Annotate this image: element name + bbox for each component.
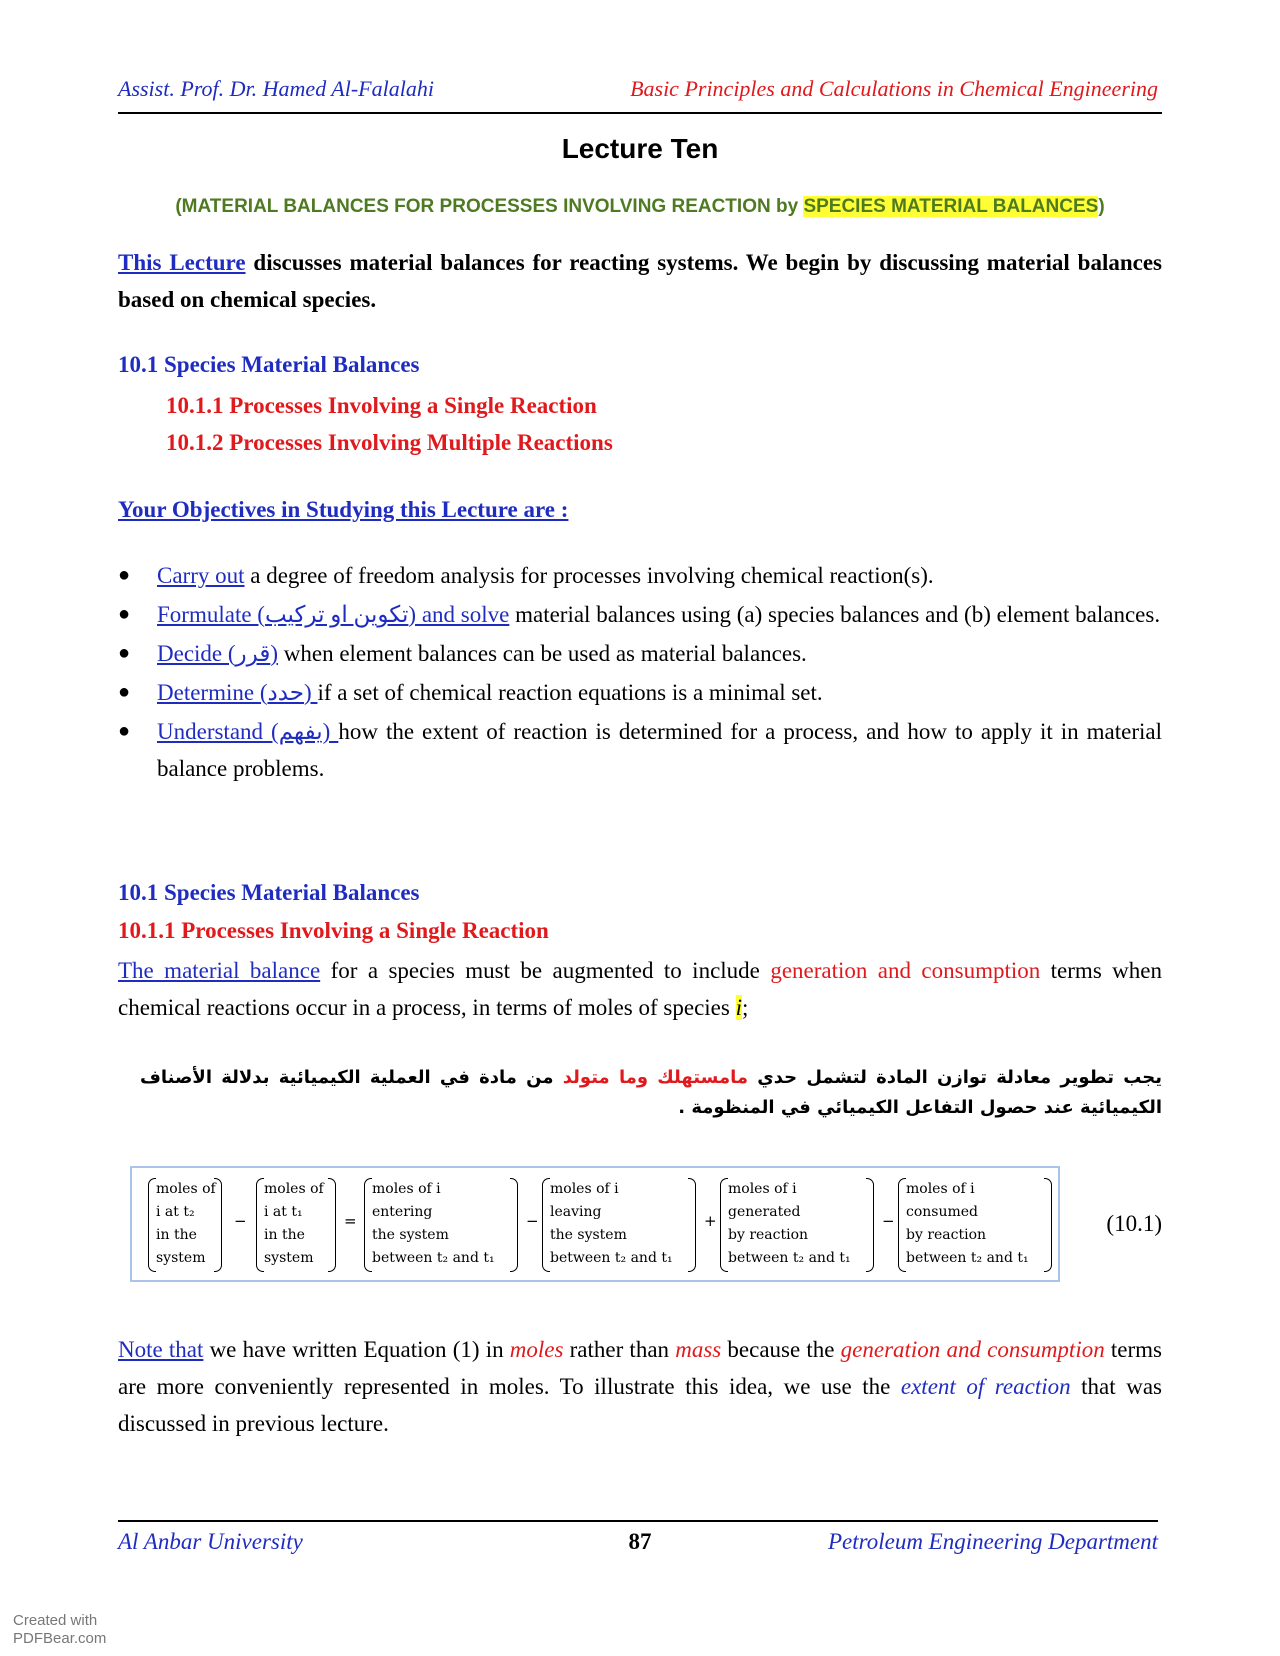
section-heading: 10.1 Species Material Balances [118, 880, 420, 905]
term-line: moles of i [550, 1181, 619, 1197]
note-paragraph [118, 1331, 1162, 1442]
term-line: by reaction [728, 1227, 809, 1243]
bullet-icon: ● [118, 564, 131, 586]
bullet-icon: ● [118, 642, 131, 664]
note-text: that was discussed in previous lecture. [118, 1374, 1162, 1436]
objective-text: if a set of chemical reaction equations is a minimal set. [317, 680, 823, 705]
page-subtitle [0, 196, 1280, 218]
term-line: i at t₁ [264, 1204, 303, 1220]
equation-term [542, 1178, 696, 1272]
page-title: Lecture Ten [561, 133, 719, 164]
bullet-icon: ● [118, 681, 131, 703]
arabic-text: من مادة في العملية الكيميائية بدلالة الأصناف الكيميائية عند حصول التفاعل الكيميائي في المنظومة . [140, 1067, 1162, 1118]
term-line: between t₂ and t₁ [728, 1250, 851, 1266]
term-line: system [264, 1250, 314, 1266]
term-line: moles of i [906, 1181, 975, 1197]
list-item [118, 635, 1162, 672]
term-line: consumed [906, 1204, 979, 1220]
term-line: moles of i [728, 1181, 797, 1197]
toc-subsection-2: 10.1.2 Processes Involving Multiple Reactions [166, 430, 613, 455]
extent-of-reaction-term: extent of reaction [900, 1374, 1071, 1399]
equation-operator: + [704, 1212, 717, 1230]
term-line: entering [372, 1204, 433, 1220]
paragraph-text: for a species must be augmented to include [320, 958, 771, 983]
toc-subsection-1: 10.1.1 Processes Involving a Single Reaction [166, 393, 597, 418]
equation-term [364, 1178, 518, 1272]
objectives-heading: Your Objectives in Studying this Lecture are : [118, 497, 569, 522]
arabic-text: يجب تطوير معادلة توازن المادة لتشمل حدي [748, 1067, 1162, 1088]
objective-text: material balances using (a) species balances and (b) element balances. [509, 602, 1161, 627]
footer-department: Petroleum Engineering Department [827, 1529, 1158, 1554]
note-text: we have written Equation (1) in [203, 1337, 510, 1362]
note-text: because the [721, 1337, 841, 1362]
paragraph-text: terms when chemical reactions occur in a process, in terms of moles of species [118, 958, 1163, 1020]
subtitle-text: (MATERIAL BALANCES FOR PROCESSES INVOLVING REACTION by [175, 196, 804, 217]
term-line: moles of [264, 1181, 324, 1197]
species-i: i [735, 995, 742, 1020]
watermark [13, 1612, 106, 1648]
bullet-icon: ● [118, 603, 131, 625]
equation-number: (10.1) [1106, 1211, 1162, 1236]
equation-operator: − [882, 1212, 895, 1230]
objective-link[interactable]: Understand (يفهم) [157, 719, 339, 744]
arabic-highlight-text: مامستهلك وما متولد [562, 1067, 748, 1088]
term-line: between t₂ and t₁ [906, 1250, 1029, 1266]
bullet-icon: ● [118, 720, 131, 742]
generation-consumption-term: generation and consumption [840, 1337, 1105, 1362]
note-text: terms are more conveniently represented in moles. To illustrate this idea, we use the [118, 1337, 1162, 1399]
term-line: in the [156, 1227, 197, 1243]
equation-term [256, 1178, 336, 1272]
equation-operator: − [526, 1212, 539, 1230]
term-line: moles of i [372, 1181, 441, 1197]
equation-operator: − [234, 1212, 247, 1230]
header-author: Assist. Prof. Dr. Hamed Al-Falalahi [118, 76, 434, 101]
footer-university: Al Anbar University [118, 1529, 303, 1554]
material-balance-paragraph [118, 952, 1162, 1026]
term-line: leaving [550, 1204, 602, 1220]
objectives-list [118, 557, 1162, 789]
term-line: the system [550, 1227, 627, 1243]
page-number: 87 [628, 1529, 652, 1554]
term-line: generated [728, 1204, 801, 1220]
list-item [118, 713, 1162, 787]
objective-link[interactable]: Determine (حدد) [157, 680, 318, 705]
objective-text: when element balances can be used as material balances. [278, 641, 807, 666]
objective-text: a degree of freedom analysis for processes involving chemical reaction(s). [244, 563, 934, 588]
objective-link[interactable]: Decide (قرر) [157, 641, 279, 666]
objective-text: how the extent of reaction is determined for a process, and how to apply it in material balance problems. [157, 719, 1162, 781]
note-text: rather than [563, 1337, 676, 1362]
header-rule [118, 112, 1162, 114]
toc-section: 10.1 Species Material Balances [118, 352, 420, 377]
watermark-line: Created with [13, 1612, 98, 1629]
subtitle-highlight: SPECIES MATERIAL BALANCES [803, 196, 1099, 217]
equation-term [898, 1178, 1052, 1272]
term-line: between t₂ and t₁ [550, 1250, 673, 1266]
term-line: between t₂ and t₁ [372, 1250, 495, 1266]
objective-link[interactable]: Formulate (تكوين او تركيب) and solve [157, 602, 510, 627]
intro-link[interactable]: This Lecture [118, 250, 246, 275]
term-line: in the [264, 1227, 305, 1243]
equation-term [148, 1178, 222, 1272]
paragraph-end: ; [741, 995, 749, 1020]
list-item [118, 674, 1162, 711]
list-item [118, 557, 1162, 594]
subsection-heading: 10.1.1 Processes Involving a Single Reaction [118, 918, 549, 943]
footer-rule [118, 1520, 1158, 1522]
intro-paragraph [118, 244, 1162, 318]
intro-text: discusses material balances for reacting systems. We begin by discussing material balances based on chemical species. [118, 250, 1163, 312]
term-line: the system [372, 1227, 449, 1243]
equation-box [130, 1166, 1060, 1282]
list-item [118, 596, 1162, 633]
term-line: by reaction [906, 1227, 987, 1243]
arabic-paragraph [140, 1063, 1162, 1123]
equation-operator: = [344, 1212, 357, 1230]
header-course-title: Basic Principles and Calculations in Chemical Engineering [630, 76, 1158, 101]
mass-term: mass [675, 1337, 722, 1362]
term-line: moles of [156, 1181, 216, 1197]
generation-consumption-text: generation and consumption [770, 958, 1041, 983]
subtitle-close: ) [1098, 196, 1105, 217]
term-line: i at t₂ [156, 1204, 195, 1220]
moles-term: moles [509, 1337, 564, 1362]
objective-link[interactable]: Carry out [157, 563, 245, 588]
watermark-line: PDFBear.com [13, 1630, 107, 1647]
equation-term [720, 1178, 874, 1272]
material-balance-link[interactable]: The material balance [118, 958, 321, 983]
term-line: system [156, 1250, 206, 1266]
note-link[interactable]: Note that [118, 1337, 204, 1362]
